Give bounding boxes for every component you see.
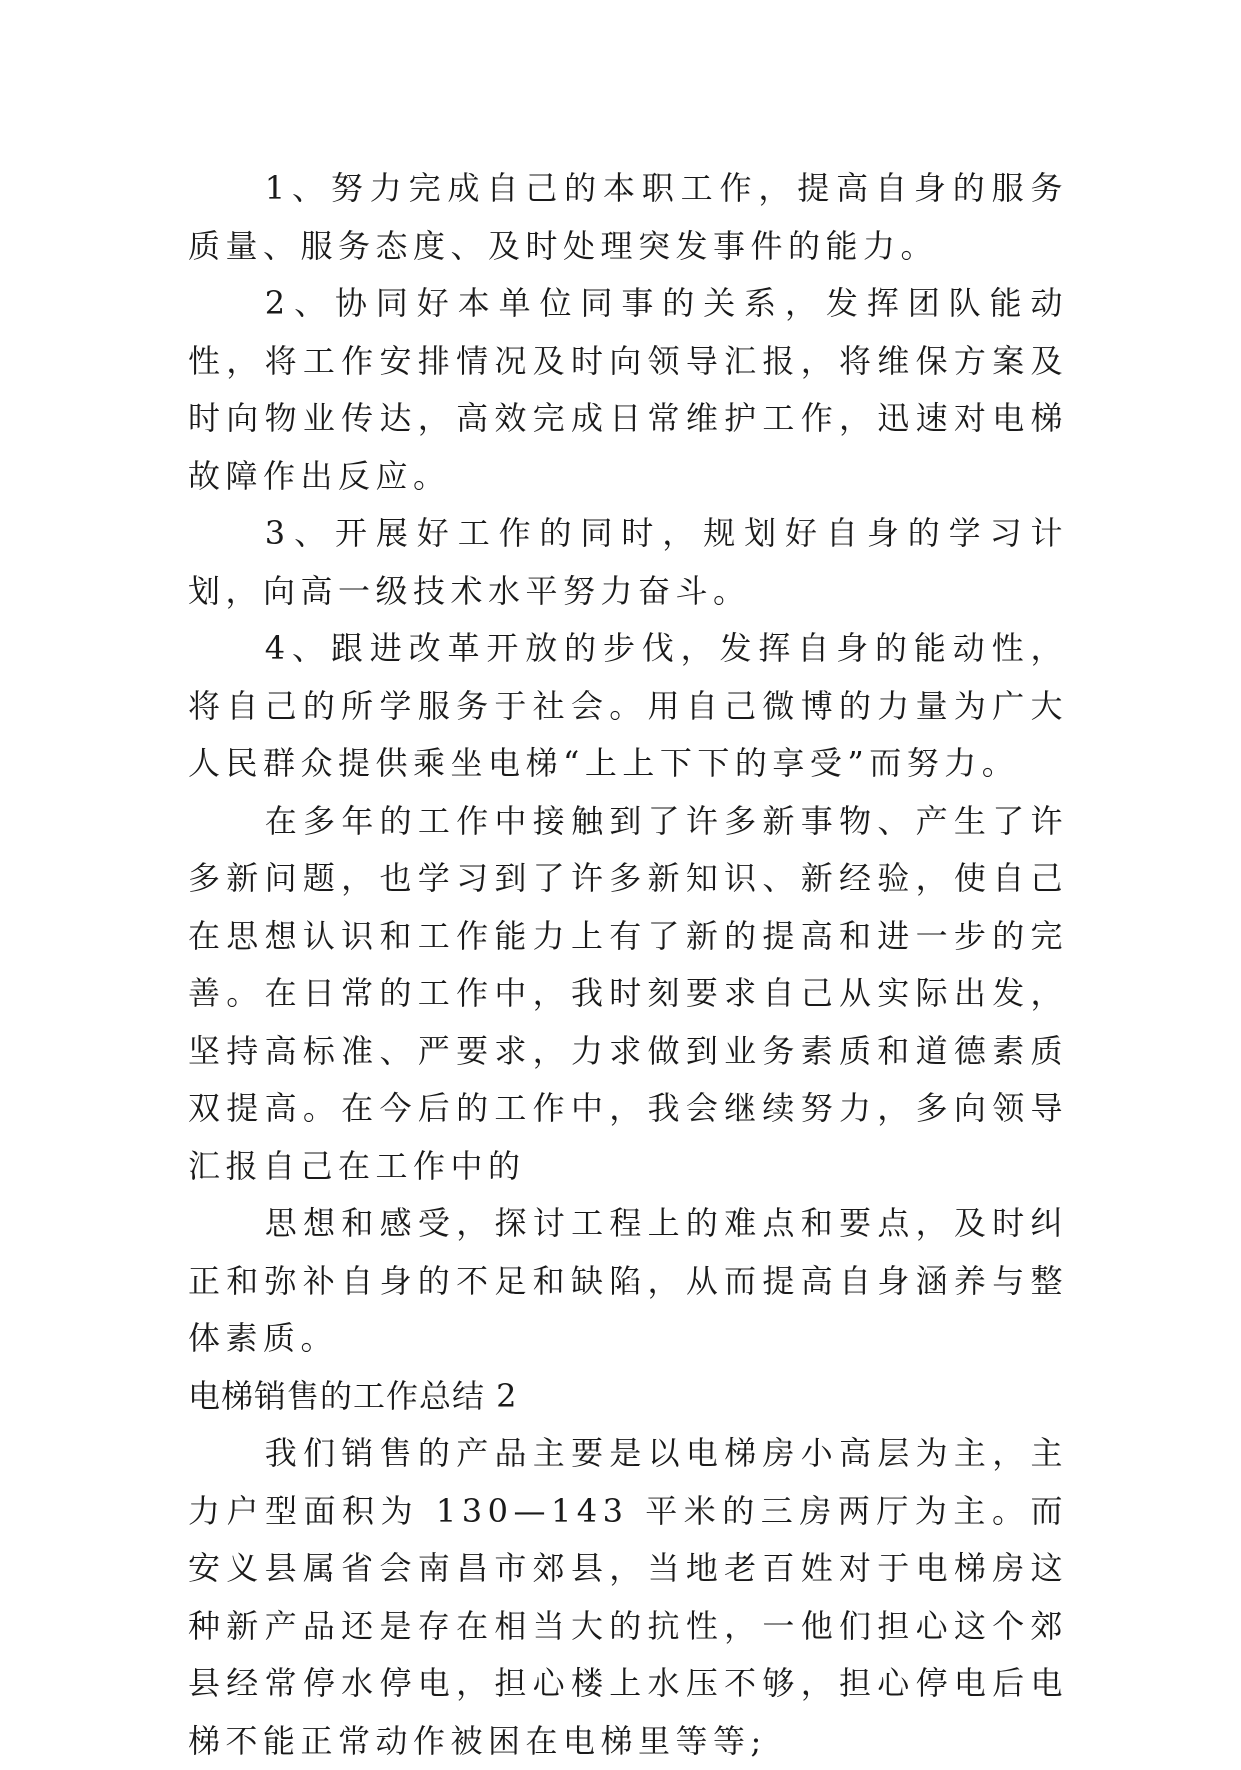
paragraph-item-4: 4、跟进改革开放的步伐，发挥自身的能动性，将自己的所学服务于社会。用自己微博的力量为广大人民群众提供乘坐电梯“上上下下的享受”而努力。 bbox=[188, 629, 1068, 782]
document-body bbox=[188, 160, 1068, 1770]
section-heading: 电梯销售的工作总结 2 bbox=[188, 1376, 518, 1415]
paragraph-experience: 在多年的工作中接触到了许多新事物、产生了许多新问题，也学习到了许多新知识、新经验，使自己在思想认识和工作能力上有了新的提高和进一步的完善。在日常的工作中，我时刻要求自己从实际出发，坚持高标准、严要求，力求做到业务素质和道德素质双提高。在今后的工作中，我会继续努力，多向领导汇报自己在工作中的 bbox=[188, 801, 1068, 1185]
paragraph-item-2: 2、协同好本单位同事的关系，发挥团队能动性，将工作安排情况及时向领导汇报，将维保方案及时向物业传达，高效完成日常维护工作，迅速对电梯故障作出反应。 bbox=[188, 284, 1068, 495]
paragraph-item-3: 3、开展好工作的同时，规划好自身的学习计划，向高一级技术水平努力奋斗。 bbox=[188, 514, 1068, 610]
paragraph-experience-continued: 思想和感受，探讨工程上的难点和要点，及时纠正和弥补自身的不足和缺陷，从而提高自身涵养与整体素质。 bbox=[188, 1204, 1068, 1357]
paragraph-sales-products: 我们销售的产品主要是以电梯房小高层为主，主力户型面积为 130—143 平米的三房两厅为主。而安义县属省会南昌市郊县，当地老百姓对于电梯房这种新产品还是存在相当大的抗性，一他们担心这个郊县经常停水停电，担心楼上水压不够，担心停电后电梯不能正常动作被困在电梯里等等; bbox=[188, 1434, 1068, 1760]
paragraph-item-1: 1、努力完成自己的本职工作，提高自身的服务质量、服务态度、及时处理突发事件的能力。 bbox=[188, 169, 1068, 265]
